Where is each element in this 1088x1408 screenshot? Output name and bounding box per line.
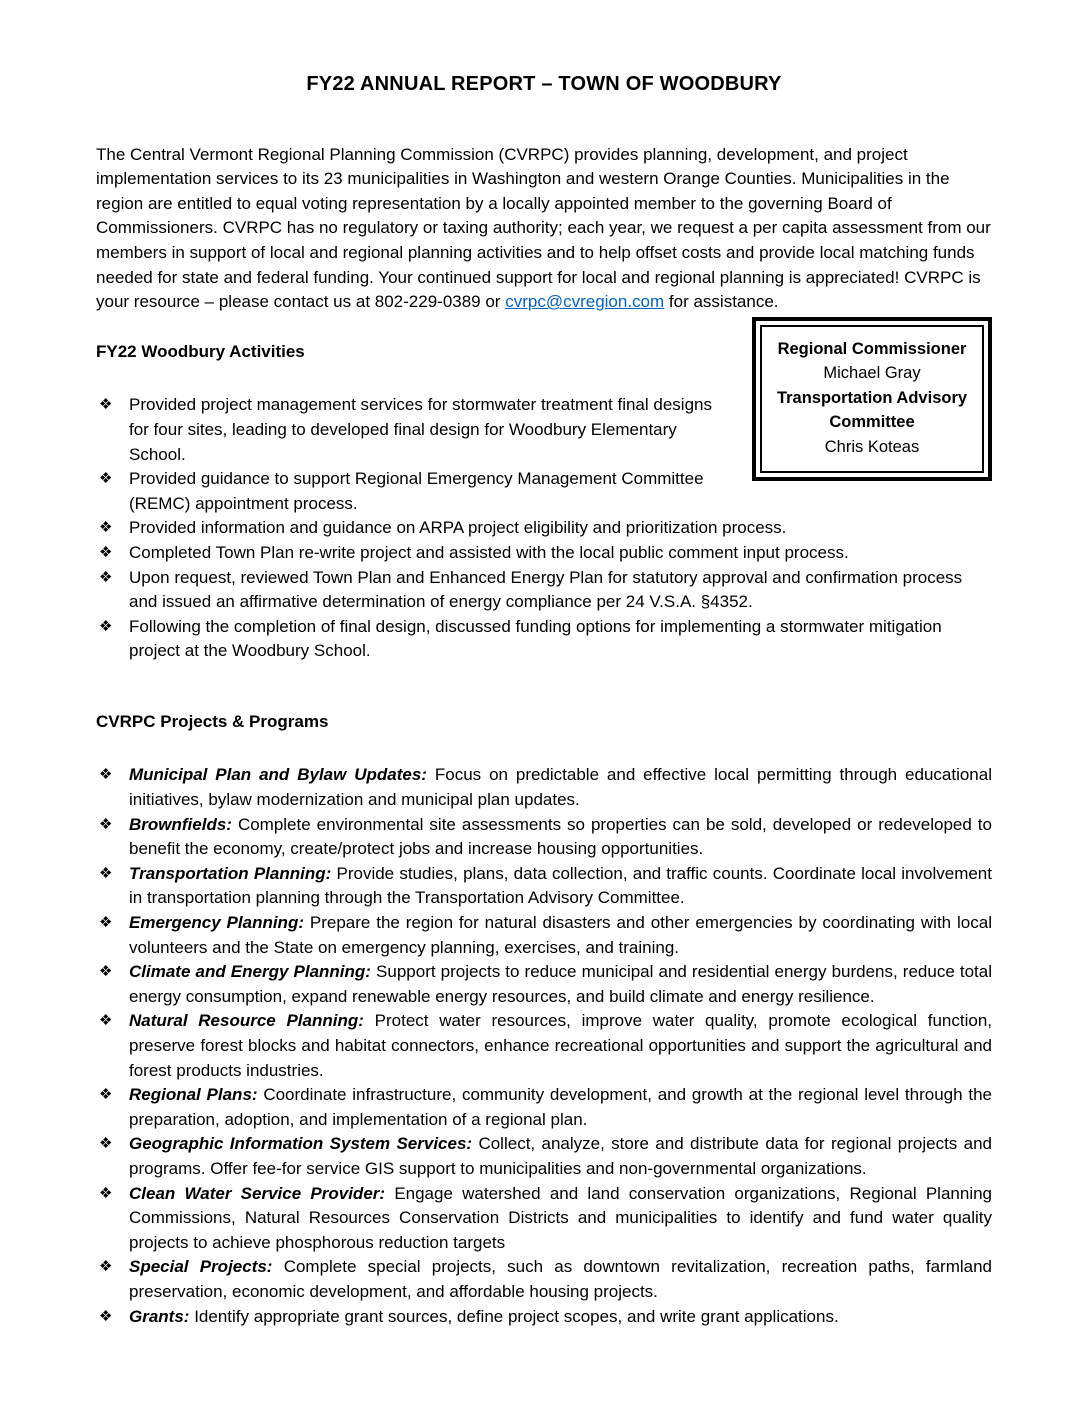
program-term: Geographic Information System Services: [129, 1134, 473, 1154]
list-item [96, 862, 992, 911]
diamond-bullet-icon: ❖ [99, 864, 113, 882]
activity-text: Provided project management services for stormwater treatment final designs for four sites, leading to developed final design for Woodbury Elementary School. [129, 395, 712, 464]
tac-member-name: Chris Koteas [824, 437, 920, 456]
program-desc: Provide studies, plans, data collection, and traffic counts. Coordinate local involvement in transportation planning through the Transportation Advisory Committee. [129, 863, 992, 908]
list-item [96, 911, 992, 960]
program-term: Transportation Planning: [129, 863, 332, 883]
list-item [96, 1255, 992, 1304]
diamond-bullet-icon: ❖ [99, 914, 113, 932]
list-item [96, 960, 992, 1009]
list-item [96, 763, 992, 812]
activity-text: Upon request, reviewed Town Plan and Enhanced Energy Plan for statutory approval and confirmation process and issued an affirmative determination of energy compliance per 24 V.S.A. §4352. [129, 567, 963, 612]
diamond-bullet-icon: ❖ [99, 963, 113, 981]
list-item [96, 1132, 992, 1181]
program-desc: Protect water resources, improve water quality, promote ecological function, preserve forest blocks and habitat connectors, enhance recreational opportunities and support the agricultural and forest products industries. [129, 1011, 992, 1080]
program-desc: Support projects to reduce municipal and residential energy burdens, reduce total energy consumption, expand renewable energy resources, and build climate and energy resilience. [129, 962, 992, 1006]
program-desc: Collect, analyze, store and distribute data for regional projects and programs. Offer fee-for service GIS support to municipalities and non-governmental organizations. [129, 1134, 993, 1178]
program-term: Grants: [129, 1306, 190, 1326]
activities-heading: FY22 Woodbury Activities [96, 341, 305, 361]
activity-text: Completed Town Plan re-write project and assisted with the local public comment input process. [129, 542, 849, 562]
program-desc: Prepare the region for natural disasters and other emergencies by coordinating with local volunteers and the State on emergency planning, exercises, and training. [129, 913, 992, 957]
commissioner-role-label: Regional Commissioner [777, 339, 967, 358]
program-term: Emergency Planning: [129, 913, 304, 933]
list-item [96, 813, 992, 862]
program-desc: Engage watershed and land conservation organizations, Regional Planning Commissions, Natural Resources Conservation Districts and municipalities to identify and fund water quality projects to achieve phosphorous reduction targets [129, 1183, 993, 1252]
diamond-bullet-icon: ❖ [99, 396, 113, 414]
diamond-bullet-icon: ❖ [99, 815, 113, 833]
commissioner-name: Michael Gray [823, 364, 921, 383]
program-desc: Complete special projects, such as downtown revitalization, recreation paths, farmland preservation, economic development, and affordable housing projects. [129, 1257, 992, 1301]
program-term: Regional Plans: [129, 1085, 258, 1105]
program-term: Climate and Energy Planning: [129, 962, 371, 982]
program-desc: Coordinate infrastructure, community development, and growth at the regional level through the preparation, adoption, and implementation of a regional plan. [129, 1085, 992, 1129]
activity-text: Following the completion of final design, discussed funding options for implementing a stormwater mitigation project at the Woodbury School. [129, 616, 942, 661]
activity-text: Provided information and guidance on ARPA project eligibility and prioritization process. [129, 518, 787, 538]
program-desc: Complete environmental site assessments so properties can be sold, developed or redeveloped to benefit the economy, create/protect jobs and increase housing opportunities. [129, 814, 992, 859]
diamond-bullet-icon: ❖ [99, 470, 113, 488]
diamond-bullet-icon: ❖ [99, 617, 113, 635]
diamond-bullet-icon: ❖ [99, 519, 113, 537]
diamond-bullet-icon: ❖ [99, 1258, 113, 1276]
tac-role-label: Transportation Advisory Committee [776, 388, 968, 432]
program-desc: Identify appropriate grant sources, define project scopes, and write grant applications. [194, 1306, 839, 1326]
diamond-bullet-icon: ❖ [99, 543, 113, 561]
intro-text-before-link: The Central Vermont Regional Planning Commission (CVRPC) provides planning, development, and project implementation services to its 23 municipalities in Washington and western Orange Counties. Municipalities in the region are entitled to equal voting representation by a locally appointed member to the governing Board of Commissioners. CVRPC has no regulatory or taxing authority; each year, we request a per capita assessment from our members in support of local and regional planning activities and to help offset costs and provide local matching funds needed for state and federal funding. Your continued support for local and regional planning is appreciated! CVRPC is your resource – please contact us at 802-229-0389 or [96, 144, 991, 312]
list-item [96, 1083, 992, 1132]
diamond-bullet-icon: ❖ [99, 1184, 113, 1202]
program-term: Municipal Plan and Bylaw Updates: [129, 765, 427, 785]
program-desc: Focus on predictable and effective local permitting through educational initiatives, bylaw modernization and municipal plan updates. [129, 765, 992, 810]
diamond-bullet-icon: ❖ [99, 766, 113, 784]
list-item [96, 615, 992, 664]
diamond-bullet-icon: ❖ [99, 1307, 113, 1325]
diamond-bullet-icon: ❖ [99, 1012, 113, 1030]
programs-list [96, 763, 992, 1329]
list-item [96, 516, 992, 541]
diamond-bullet-icon: ❖ [99, 568, 113, 586]
email-link[interactable]: cvrpc@cvregion.com [505, 292, 665, 312]
program-term: Clean Water Service Provider: [129, 1183, 386, 1203]
activities-list [96, 393, 992, 664]
intro-text-after-link: for assistance. [664, 292, 779, 312]
list-item [96, 393, 992, 467]
program-term: Special Projects: [129, 1257, 273, 1277]
list-item [96, 1305, 992, 1330]
list-item [96, 566, 992, 615]
list-item [96, 1009, 992, 1083]
list-item [96, 467, 992, 516]
diamond-bullet-icon: ❖ [99, 1135, 113, 1153]
program-term: Brownfields: [129, 814, 232, 834]
page-title: FY22 ANNUAL REPORT – TOWN OF WOODBURY [306, 73, 782, 95]
list-item [96, 541, 992, 566]
programs-heading: CVRPC Projects & Programs [96, 711, 329, 731]
intro-paragraph [96, 143, 992, 315]
diamond-bullet-icon: ❖ [99, 1086, 113, 1104]
activity-text: Provided guidance to support Regional Emergency Management Committee (REMC) appointment process. [129, 469, 704, 513]
list-item [96, 1182, 992, 1256]
program-term: Natural Resource Planning: [129, 1011, 364, 1031]
